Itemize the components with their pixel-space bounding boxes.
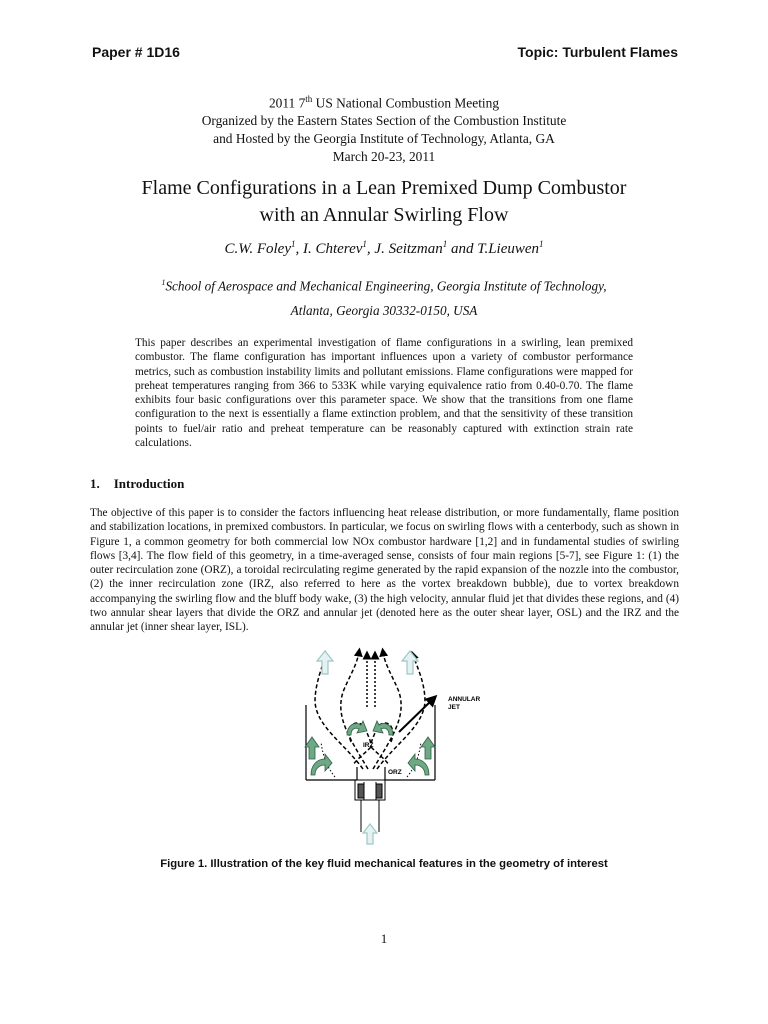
up-arrow-icon <box>363 824 377 844</box>
abstract-text: This paper describes an experimental investigation of flame configurations in a swirling, lean premixed combustor. The flame configuration has important influences upon a variety of combustor performance metrics, such as combustion instability limits and pollutant emissions. Flame configurations were mapped for preheat temperatures ranging from 366 to 533K while varying equivalence ratio from 0.40-0.70. The flame exhibits four basic configurations over this parameter space. We show that the transitions from one flame configuration to the next is essentially a flame extinction problem, and that the sensitivity of these transition points to fuel/air ratio and preheat temperature can be reasonably captured with extinction strain rate calculations. <box>135 337 633 450</box>
paper-title <box>0 175 768 229</box>
up-arrow-icon <box>317 651 333 674</box>
paper-topic: Topic: Turbulent Flames <box>517 44 678 60</box>
paper-number: Paper # 1D16 <box>92 44 180 60</box>
orz-label: ORZ <box>388 769 402 776</box>
title-line-2: with an Annular Swirling Flow <box>259 204 509 226</box>
affiliation-line-1: $^1$School of Aerospace and Mechanical Engineering, Georgia Institute of Technology, <box>161 278 607 294</box>
annular-label: ANNULAR <box>448 696 481 703</box>
combustor-diagram <box>295 647 510 847</box>
running-header <box>92 44 678 60</box>
affiliation <box>0 270 768 323</box>
title-line-1: Flame Configurations in a Lean Premixed Dump Combustor <box>141 177 627 199</box>
section-number: 1. <box>90 476 100 491</box>
figure-1 <box>295 647 510 847</box>
meeting-line-1: 2011 7th US National Combustion Meeting <box>268 94 500 111</box>
author: T.Lieuwen$^1$ <box>477 239 544 257</box>
section-title: Introduction <box>113 476 185 491</box>
meeting-line-2: Organized by the Eastern States Section of the Combustion Institute <box>201 113 567 129</box>
meeting-line-3: and Hosted by the Georgia Institute of Technology, Atlanta, GA <box>213 131 555 147</box>
swirl-arrow-icon <box>347 721 367 735</box>
swirl-arrow-icon <box>421 737 435 759</box>
page-number: 1 <box>380 931 388 946</box>
jet-label: JET <box>448 704 460 711</box>
author-list <box>0 239 768 258</box>
section-heading <box>90 476 184 492</box>
author: J. Seitzman$^1$ and <box>374 239 478 257</box>
irz-label: IRZ <box>363 742 374 749</box>
introduction-paragraph: The objective of this paper is to consider the factors influencing heat release distribution, or more fundamentally, flame position and stabilization locations, in premixed combustors. In particular, we focus on swirling flows with a centerbody, such as shown in Figure 1, a common geometry for both commercial low NOx combustor hardware [1,2] and in fundamental studies of swirling flows [3,4]. The flow field of this geometry, in a time-averaged sense, consists of four main regions [5-7], see Figure 1: (1) the outer recirculation zone (ORZ), a toroidal recirculating regime generated by the rapid expansion of the nozzle into the combustor, (2) the inner recirculation zone (IRZ, also referred to here as the vortex breakdown bubble), due to vortex breakdown accompanying the swirling flow and the bluff body wake, (3) the high velocity, annular fluid jet that divides these regions, and (4) two annular shear layers that divide the ORZ and annular jet (denoted here as the outer shear layer, OSL) and the IRZ and the annular jet (inner shear layer, ISL). <box>90 507 679 634</box>
meeting-line-4: March 20-23, 2011 <box>332 149 436 165</box>
author: I. Chterev$^1$, <box>302 239 375 257</box>
author: C.W. Foley$^1$, <box>224 239 303 257</box>
swirl-arrow-icon <box>305 737 319 759</box>
swirl-arrow-icon <box>373 721 393 735</box>
meeting-info <box>0 90 768 166</box>
affiliation-line-2: Atlanta, Georgia 30332-0150, USA <box>290 303 478 319</box>
annular-jet-pointer <box>399 699 433 732</box>
figure-caption: Figure 1. Illustration of the key fluid mechanical features in the geometry of interest <box>160 858 608 870</box>
centre-streams <box>367 655 375 707</box>
